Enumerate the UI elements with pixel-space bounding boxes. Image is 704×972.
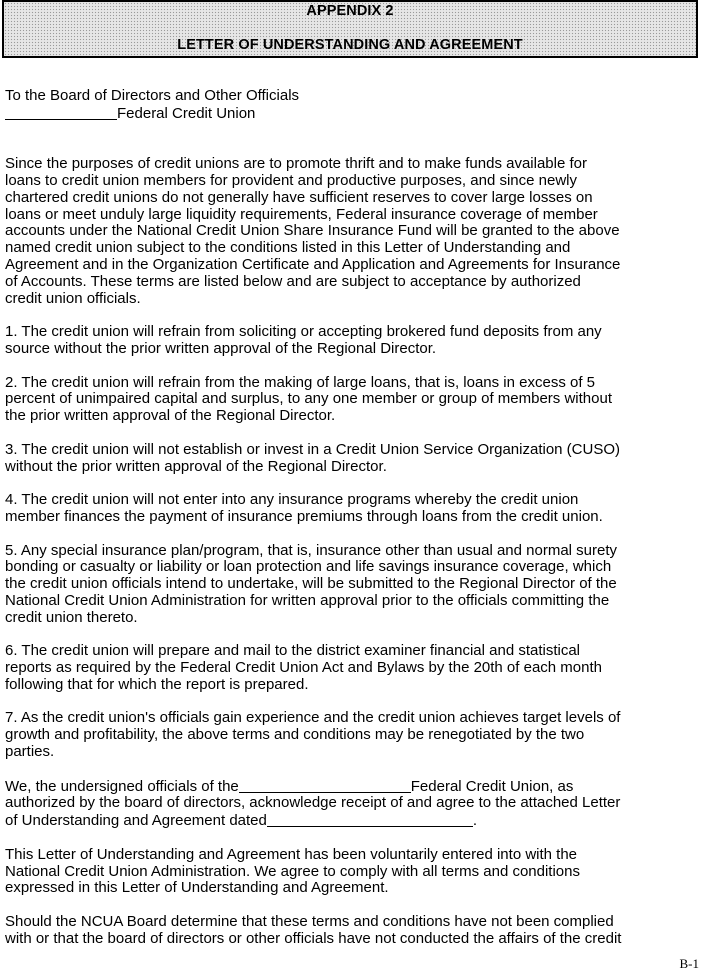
appendix-header (2, 0, 698, 58)
intro-paragraph: Since the purposes of credit unions are to promote thrift and to make funds available for loans to credit union members for provident and productive purposes, and since newly chartered credit unions do not generally have sufficient reserves to cover large losses on loans or meet unduly large liquidity requirements, Federal insurance coverage of member accounts under the National Credit Union Share Insurance Fund will be granted to the above named credit union subject to the conditions listed in this Letter of Understanding and Agreement and in the Organization Certificate and Application and Agreements for Insurance of Accounts. These terms are listed below and are subject to acceptance by authorized credit union officials. (5, 155, 621, 307)
address-suffix: Federal Credit Union (117, 104, 256, 122)
acknowledgement-paragraph: We, the undersigned officials of the Federal Credit Union, as authorized by the board of directors, acknowledge receipt of and agree to the attached Letter of Understanding and Agreement dated . (5, 777, 621, 830)
agreement-date-blank[interactable] (267, 812, 473, 827)
letter-body (5, 88, 697, 948)
condition-item-2: 2. The credit union will refrain from the making of large loans, that is, loans in excess of 5 percent of unimpaired capital and surplus, to any one member or group of members without the prior written approval of the Regional Director. (5, 373, 612, 425)
officials-credit-union-blank[interactable] (239, 778, 411, 793)
credit-union-name-blank[interactable] (5, 105, 117, 120)
condition-item-4: 4. The credit union will not enter into any insurance programs whereby the credit union member finances the payment of insurance premiums through loans from the credit union. (5, 491, 603, 525)
closing-paragraph: Should the NCUA Board determine that these terms and conditions have not been complied with or that the board of directors or other officials have not conducted the affairs of the credit (5, 913, 622, 947)
page-number: B-1 (679, 956, 699, 971)
voluntary-paragraph: This Letter of Understanding and Agreement has been voluntarily entered into with the National Credit Union Administration. We agree to comply with all terms and conditions expressed in this Letter of Understanding and Agreement. (5, 845, 580, 897)
condition-item-1: 1. The credit union will refrain from soliciting or accepting brokered fund deposits from any source without the prior written approval of the Regional Director. (5, 323, 602, 357)
address-credit-union-line (5, 105, 697, 123)
document-title: LETTER OF UNDERSTANDING AND AGREEMENT (177, 37, 523, 53)
condition-item-5: 5. Any special insurance plan/program, that is, insurance other than usual and normal surety bonding or casualty or liability or loan protection and life savings insurance coverage, which the credit union officials intend to undertake, will be submitted to the Regional Director of the National Credit Union Administration for written approval prior to the officials committing the credit union thereto. (5, 541, 618, 626)
condition-item-3: 3. The credit union will not establish or invest in a Credit Union Service Organization (CUSO) without the prior written approval of the Regional Director. (5, 440, 620, 475)
address-line: To the Board of Directors and Other Officials (5, 87, 300, 104)
condition-item-7: 7. As the credit union's officials gain experience and the credit union achieves target levels of growth and profitability, the above terms and conditions may be renegotiated by the two parties. (5, 709, 621, 761)
condition-item-6: 6. The credit union will prepare and mail to the district examiner financial and statistical reports as required by the Federal Credit Union Act and Bylaws by the 20th of each month following that for which the report is prepared. (5, 642, 602, 693)
appendix-label: APPENDIX 2 (306, 3, 394, 19)
